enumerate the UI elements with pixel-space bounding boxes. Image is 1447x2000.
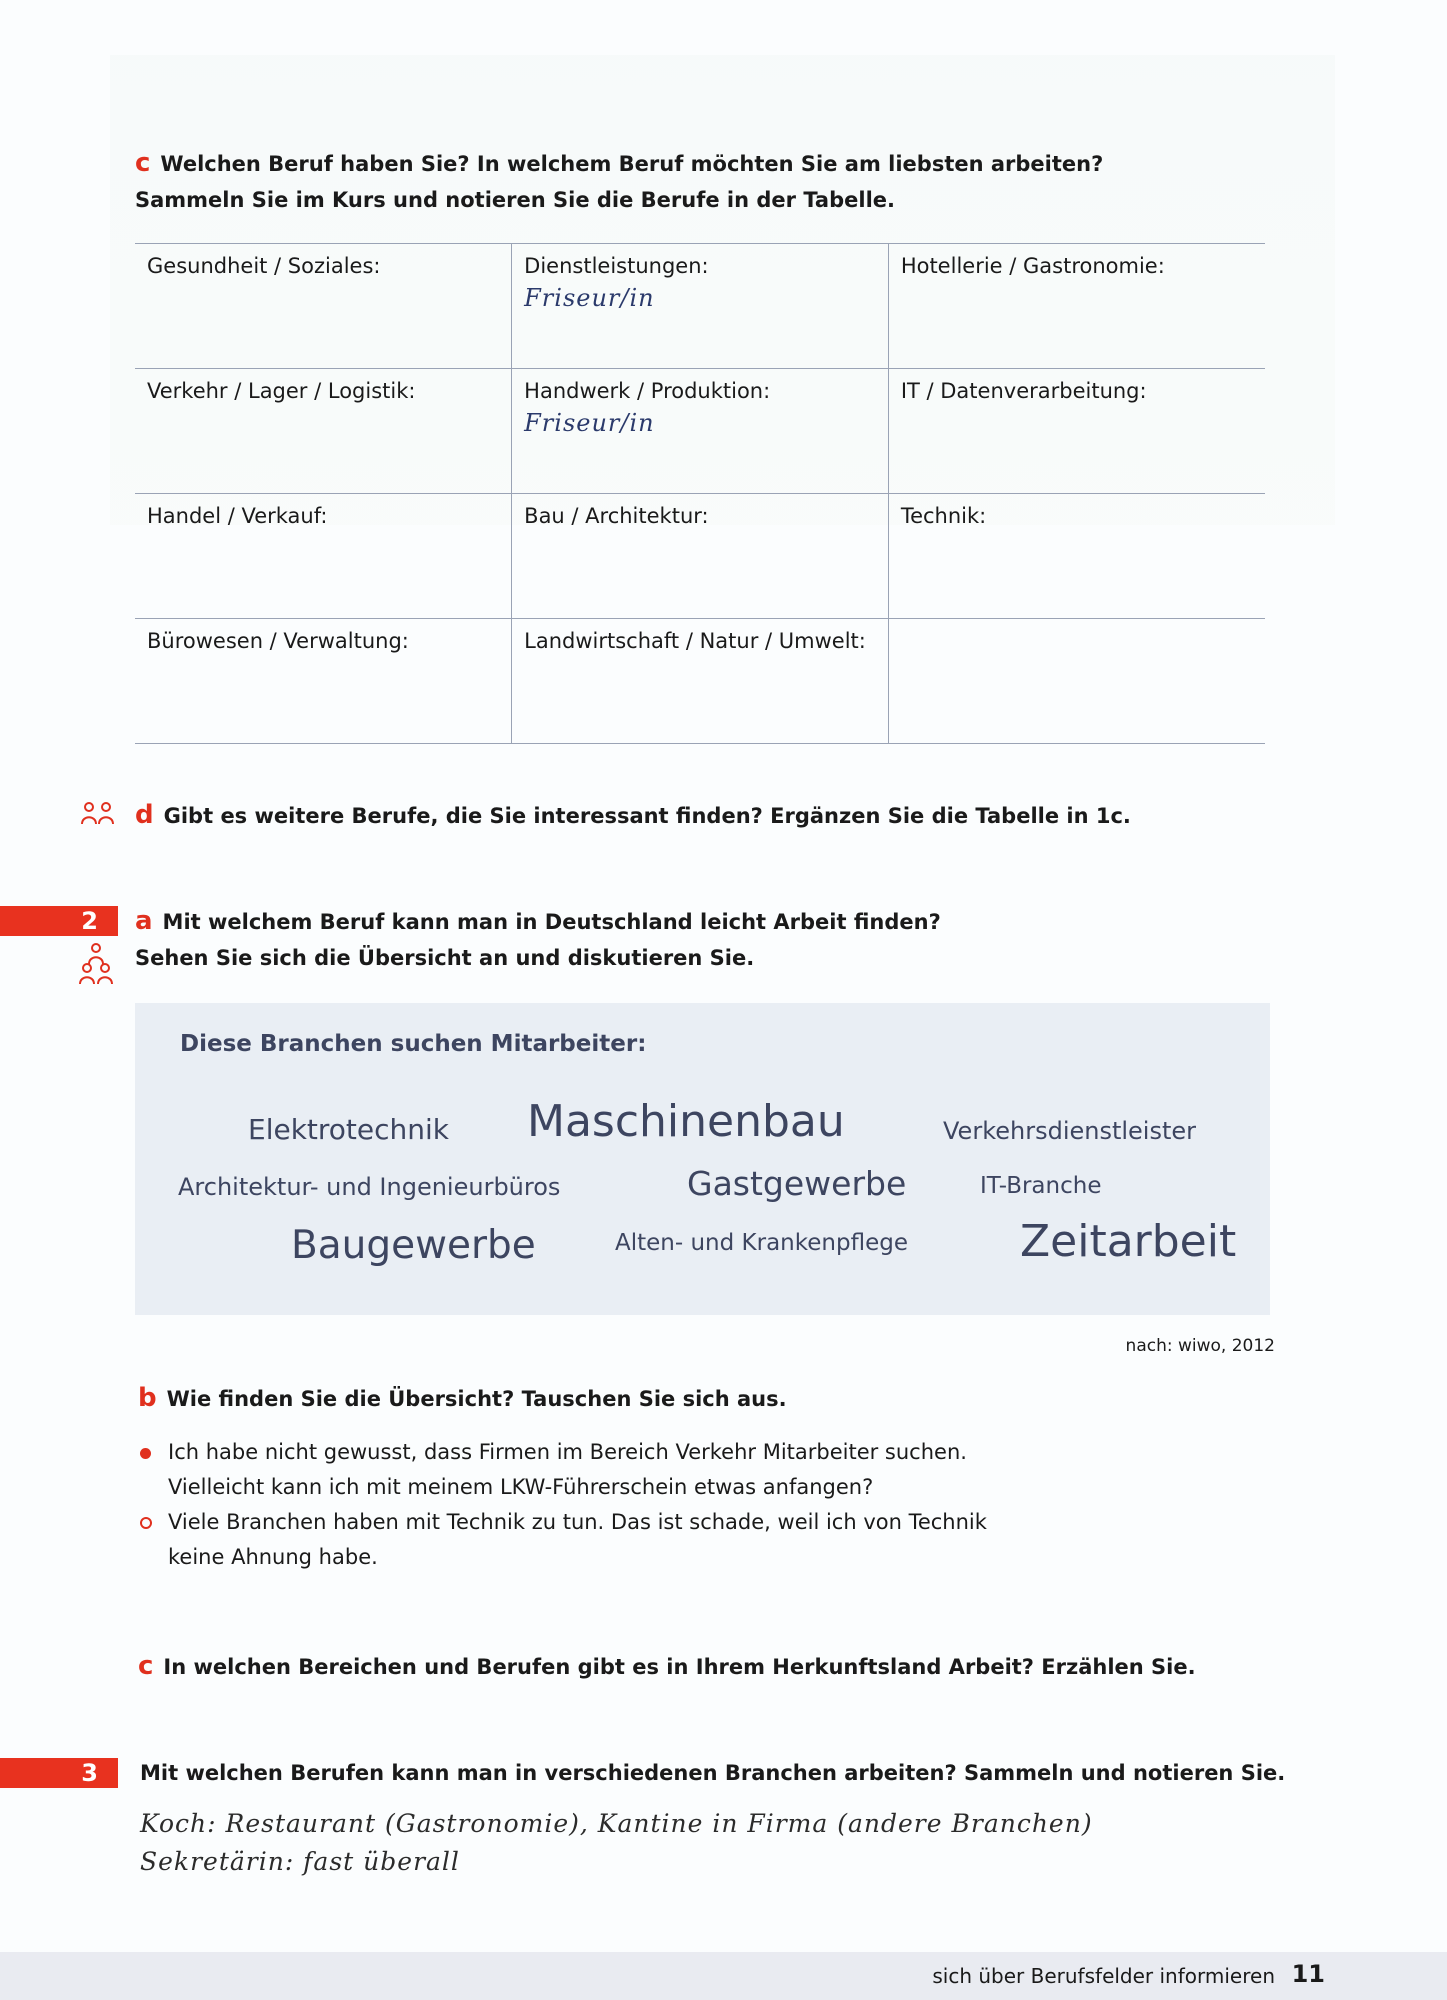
branch-maschinenbau: Maschinenbau bbox=[527, 1096, 845, 1147]
task-2c-instruction bbox=[138, 1648, 1196, 1685]
table-cell[interactable] bbox=[512, 619, 889, 744]
handwritten-notes bbox=[140, 1805, 1093, 1881]
task-1d-text: Gibt es weitere Berufe, die Sie interessant finden? Ergänzen Sie die Tabelle in 1c. bbox=[163, 804, 1131, 828]
task-letter: a bbox=[135, 906, 153, 936]
group-work-icon bbox=[78, 942, 114, 986]
task-letter: b bbox=[138, 1383, 157, 1413]
cell-label: Verkehr / Lager / Logistik: bbox=[147, 379, 416, 403]
page-number: 11 bbox=[1291, 1960, 1325, 1988]
task-2b-text: Wie finden Sie die Übersicht? Tauschen Sie sich aus. bbox=[166, 1387, 787, 1411]
branch-elektrotechnik: Elektrotechnik bbox=[248, 1113, 450, 1146]
table-row bbox=[135, 244, 1265, 369]
task-1c-line1: Welchen Beruf haben Sie? In welchem Beruf möchten Sie am liebsten arbeiten? bbox=[160, 152, 1104, 176]
cell-label: Landwirtschaft / Natur / Umwelt: bbox=[524, 629, 866, 653]
exercise-number: 2 bbox=[81, 907, 98, 935]
branch-zeitarbeit: Zeitarbeit bbox=[1020, 1216, 1237, 1267]
branch-architektur: Architektur- und Ingenieurbüros bbox=[178, 1173, 561, 1201]
table-cell[interactable] bbox=[512, 244, 889, 369]
task-2a-line2: Sehen Sie sich die Übersicht an und diskutieren Sie. bbox=[135, 946, 755, 970]
note-line: Sekretärin: fast überall bbox=[140, 1847, 460, 1876]
branch-altenpflege: Alten- und Krankenpflege bbox=[615, 1230, 908, 1256]
cell-label: Technik: bbox=[900, 504, 987, 528]
table-cell[interactable] bbox=[135, 244, 512, 369]
task-1d-instruction bbox=[135, 797, 1131, 834]
page-footer bbox=[0, 1952, 1447, 2000]
note-line: Koch: Restaurant (Gastronomie), Kantine in Firma (andere Branchen) bbox=[140, 1809, 1093, 1838]
example-dialogue bbox=[140, 1435, 987, 1575]
speaker-a-bullet-icon bbox=[140, 1448, 151, 1459]
task-3-instruction: Mit welchen Berufen kann man in verschiedenen Branchen arbeiten? Sammeln und notieren Sie. bbox=[140, 1761, 1286, 1785]
speaker-b-bullet-icon bbox=[140, 1517, 152, 1529]
task-2c-text: In welchen Bereichen und Berufen gibt es in Ihrem Herkunftsland Arbeit? Erzählen Sie. bbox=[163, 1655, 1196, 1679]
task-letter: c bbox=[138, 1651, 154, 1681]
dialogue-line: Vielleicht kann ich mit meinem LKW-Führerschein etwas anfangen? bbox=[168, 1475, 874, 1499]
table-cell[interactable] bbox=[888, 619, 1265, 744]
table-row bbox=[135, 494, 1265, 619]
branch-it: IT-Branche bbox=[980, 1173, 1102, 1199]
cell-label: Bürowesen / Verwaltung: bbox=[147, 629, 409, 653]
dialogue-line: Viele Branchen haben mit Technik zu tun. Das ist schade, weil ich von Technik bbox=[168, 1510, 987, 1534]
task-2a-instruction bbox=[135, 903, 941, 976]
table-row bbox=[135, 619, 1265, 744]
task-1c-instruction bbox=[135, 145, 1103, 218]
table-cell[interactable] bbox=[512, 494, 889, 619]
branch-gastgewerbe: Gastgewerbe bbox=[687, 1164, 907, 1203]
cell-note: Friseur/in bbox=[524, 409, 655, 437]
table-cell[interactable] bbox=[135, 494, 512, 619]
table-cell[interactable] bbox=[135, 369, 512, 494]
table-cell[interactable] bbox=[888, 244, 1265, 369]
table-cell[interactable] bbox=[512, 369, 889, 494]
task-2b-instruction bbox=[138, 1380, 787, 1417]
table-cell[interactable] bbox=[888, 369, 1265, 494]
cell-note: Friseur/in bbox=[524, 284, 655, 312]
exercise-number-badge bbox=[0, 906, 118, 936]
cell-label: Handel / Verkauf: bbox=[147, 504, 328, 528]
table-cell[interactable] bbox=[135, 619, 512, 744]
table-row bbox=[135, 369, 1265, 494]
task-letter: d bbox=[135, 800, 154, 830]
table-cell[interactable] bbox=[888, 494, 1265, 619]
branch-verkehrsdienstleister: Verkehrsdienstleister bbox=[943, 1117, 1197, 1145]
pair-work-icon bbox=[80, 800, 116, 828]
exercise-number: 3 bbox=[81, 1759, 98, 1787]
task-1c-line2: Sammeln Sie im Kurs und notieren Sie die Berufe in der Tabelle. bbox=[135, 188, 895, 212]
branches-word-cloud bbox=[135, 1003, 1270, 1315]
branch-baugewerbe: Baugewerbe bbox=[291, 1223, 536, 1268]
cell-label: Bau / Architektur: bbox=[524, 504, 709, 528]
source-citation: nach: wiwo, 2012 bbox=[1125, 1336, 1275, 1356]
list-item bbox=[140, 1435, 987, 1505]
task-letter: c bbox=[135, 148, 151, 178]
cell-label: Hotellerie / Gastronomie: bbox=[900, 254, 1165, 278]
occupation-table bbox=[135, 243, 1265, 744]
task-2a-line1: Mit welchem Beruf kann man in Deutschland leicht Arbeit finden? bbox=[162, 910, 941, 934]
list-item bbox=[140, 1505, 987, 1575]
cell-label: IT / Datenverarbeitung: bbox=[900, 379, 1147, 403]
cell-label: Dienstleistungen: bbox=[524, 254, 709, 278]
word-cloud-title: Diese Branchen suchen Mitarbeiter: bbox=[180, 1031, 647, 1057]
exercise-number-badge bbox=[0, 1758, 118, 1788]
dialogue-line: Ich habe nicht gewusst, dass Firmen im Bereich Verkehr Mitarbeiter suchen. bbox=[168, 1440, 967, 1464]
cell-label: Handwerk / Produktion: bbox=[524, 379, 771, 403]
cell-label: Gesundheit / Soziales: bbox=[147, 254, 381, 278]
dialogue-line: keine Ahnung habe. bbox=[168, 1545, 378, 1569]
footer-topic: sich über Berufsfelder informieren bbox=[932, 1964, 1275, 1988]
